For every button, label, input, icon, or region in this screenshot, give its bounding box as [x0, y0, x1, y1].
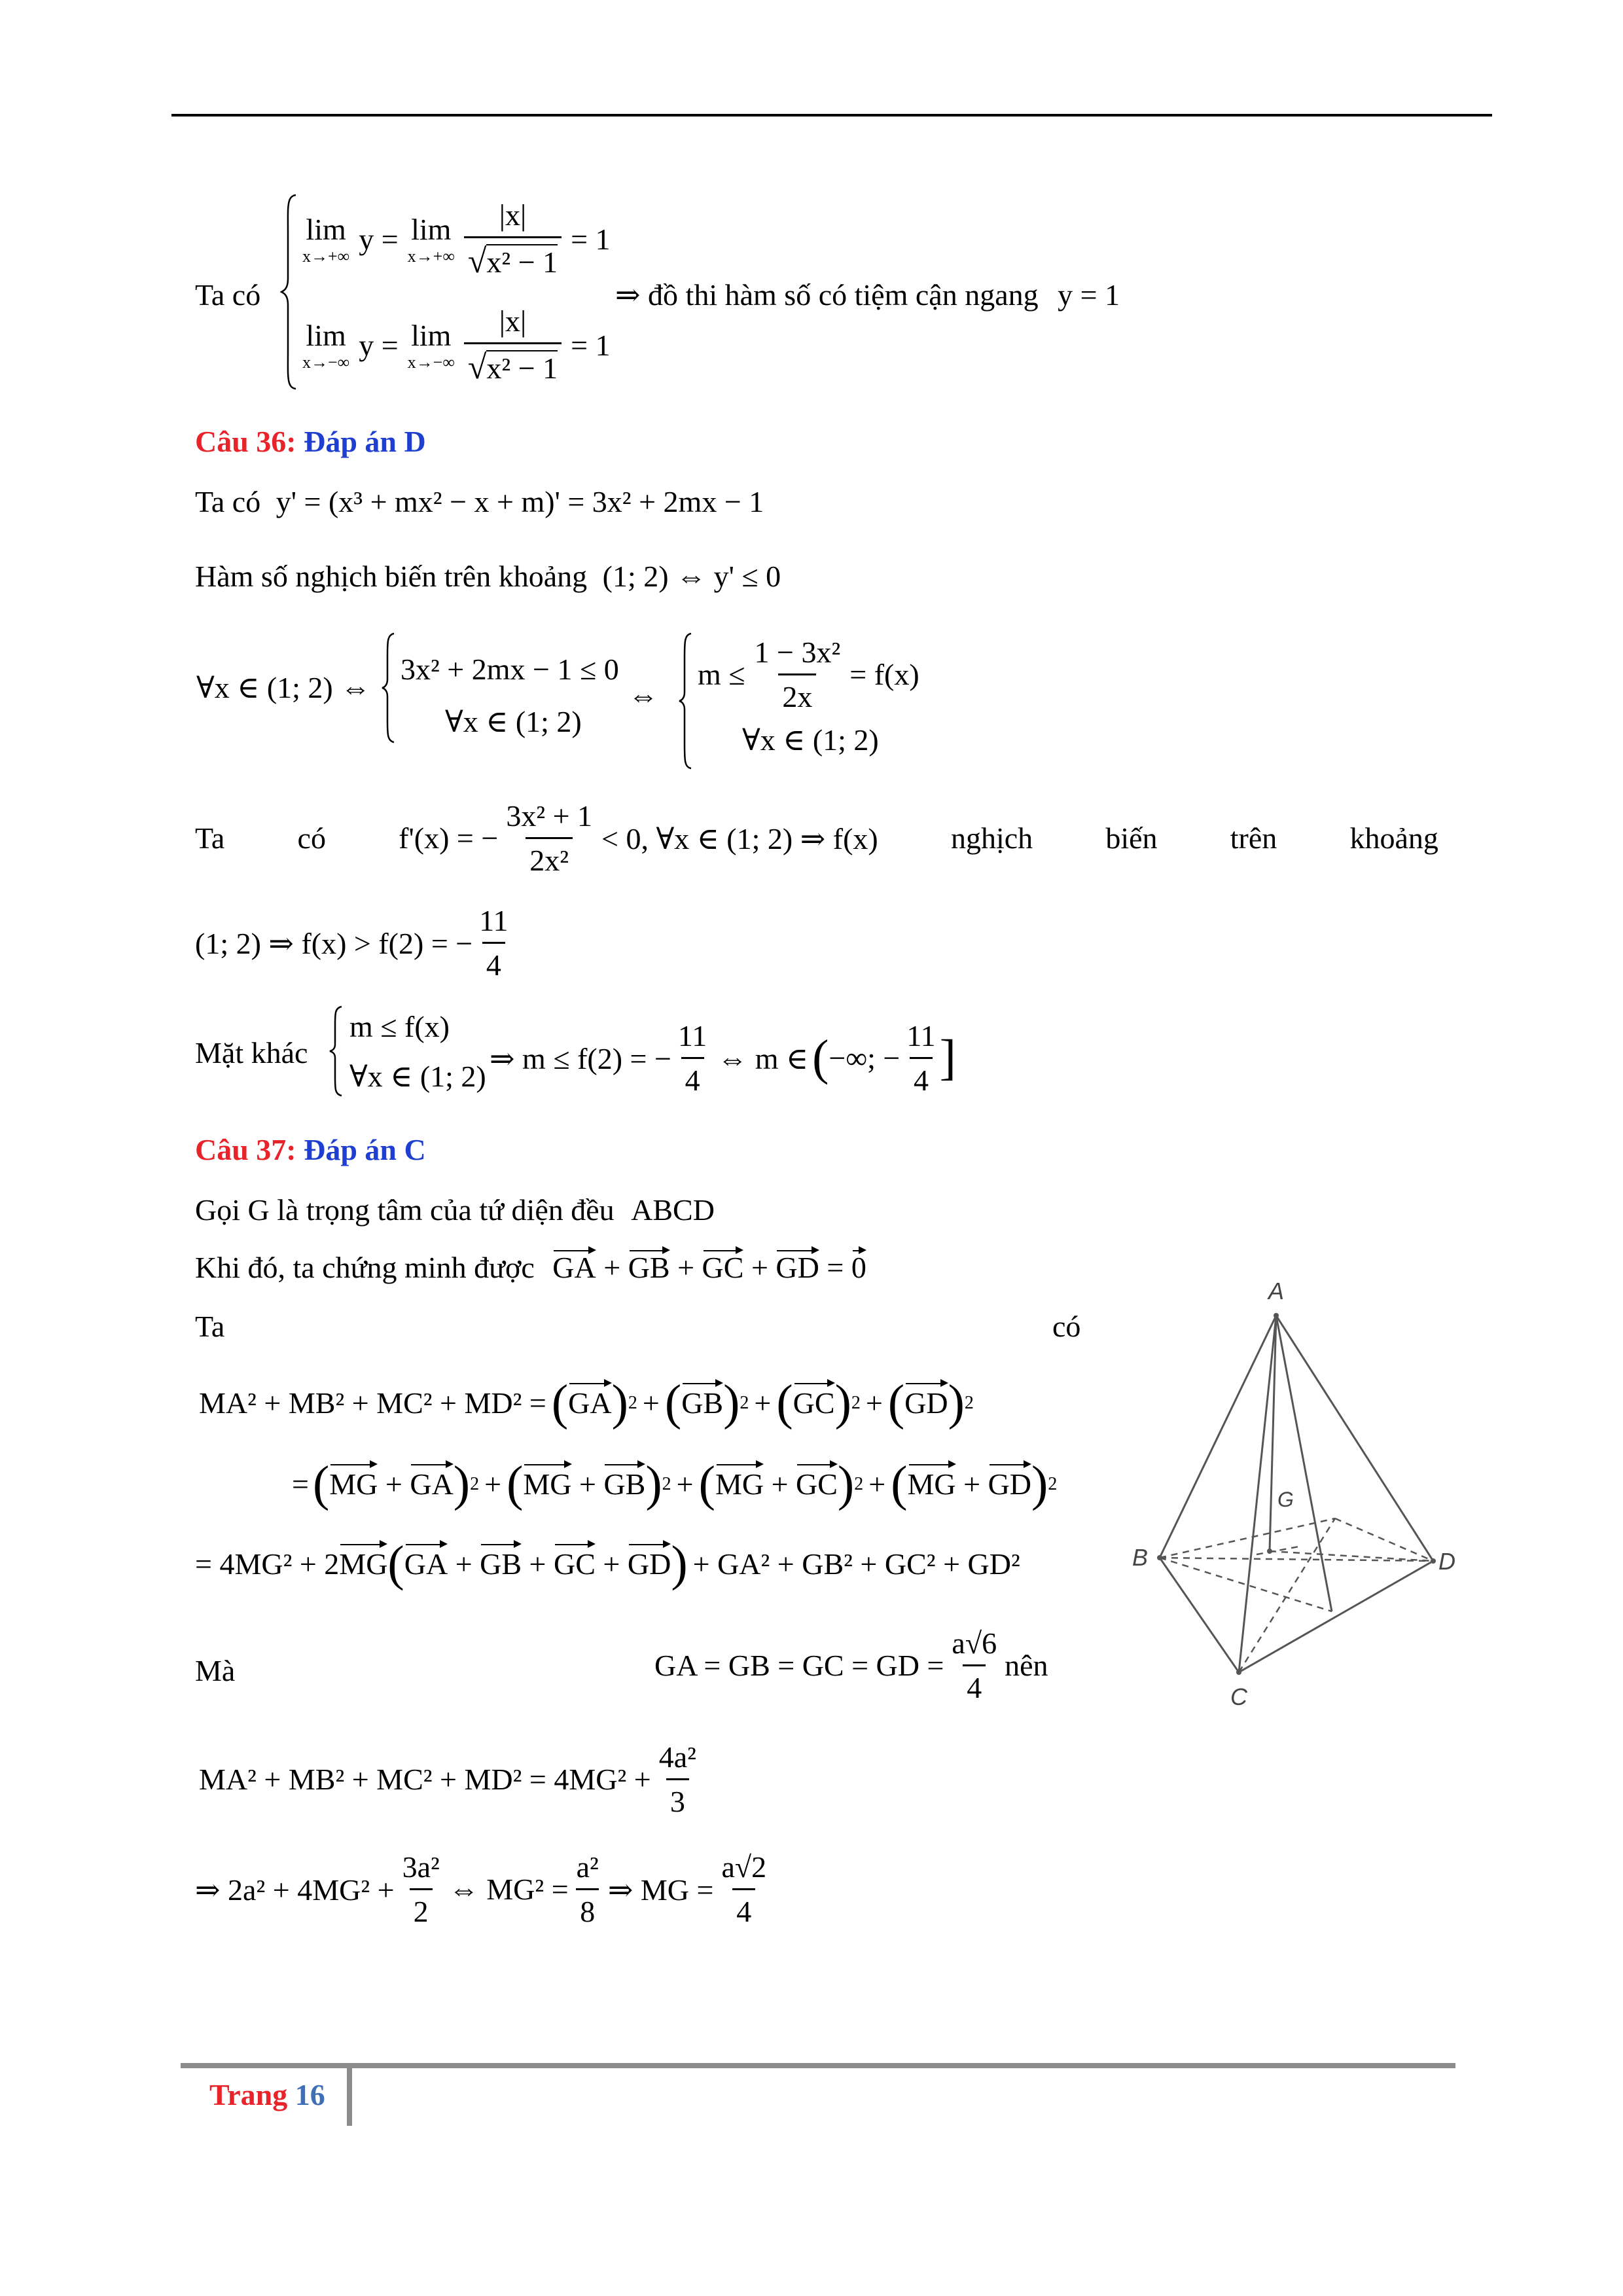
q37-equation-4: MA² + MB² + MC² + MD² = 4MG² + $\frac{\text{4a²}}{3}$ [199, 1740, 696, 1818]
q36-system1-brace [381, 632, 395, 747]
q37-vector-sum-line: Khi đó, ta chứng minh được GA + GB + GC + GD = 0 [195, 1251, 866, 1284]
fraction-denominator: √x² − 1 [464, 236, 562, 281]
y-equals: y = [359, 328, 399, 362]
limit-row-pos [302, 196, 611, 281]
vertex-c-label: C [1230, 1683, 1247, 1710]
q36-system2-brace [678, 632, 692, 773]
lim-text-2: lim [411, 318, 452, 352]
page-number: Trang 16 [209, 2078, 325, 2111]
q37-equation-3: = 4MG² + 2 MG ( GA + GB + GC + GD ) + GA² + GB² + GC² + GD² [195, 1536, 1020, 1591]
q37-equation-2: = ( MG + GA ) 2 + ( MG + GB ) 2 + ( MG + GC ) 2 + ( MG + GD ) 2 [292, 1456, 1058, 1511]
footer-rule [181, 2063, 1455, 2068]
q36-other-row2: ∀x ∈ (1; 2) [349, 1060, 486, 1093]
vertex-b-label: B [1132, 1544, 1149, 1571]
q37-equation-1: MA² + MB² + MC² + MD² = ( GA ) 2 + ( GB ) 2 + ( GC ) 2 + ( GD ) 2 [199, 1375, 974, 1430]
equals-one: = 1 [571, 328, 611, 362]
tetrahedron-svg [1126, 1263, 1466, 1721]
q37-heading: Câu 37: Đáp án C [195, 1133, 426, 1166]
header-rule [171, 114, 1492, 117]
y-equals: y = [359, 222, 399, 256]
q36-system2-row1: m ≤ $\frac{\text{1 − 3x²}}{2x}$ = f(x) [698, 636, 919, 713]
q37-ma-label: Mà [195, 1654, 236, 1687]
lim-subscript: x→−∞ [302, 352, 350, 372]
q36-system1-row1: 3x² + 2mx − 1 ≤ 0 [401, 653, 619, 686]
lim-subscript-2: x→−∞ [407, 352, 455, 372]
fraction-denominator: √x² − 1 [464, 342, 562, 387]
q36-system2-row2: ∀x ∈ (1; 2) [742, 723, 879, 757]
ta-co-label: Ta có [195, 278, 261, 312]
lim-text: lim [306, 318, 346, 352]
q36-other-row1: m ≤ f(x) [349, 1010, 450, 1043]
q37-co: có [1052, 1310, 1081, 1343]
q36-system-lead: ∀x ∈ (1; 2) ⇔ [196, 671, 371, 704]
lim-text-2: lim [411, 212, 452, 246]
q37-ma-math: GA = GB = GC = GD = $\frac{a√6}{4}$ nên [654, 1626, 1048, 1704]
q36-other-brace [329, 1005, 343, 1100]
system-brace [280, 194, 297, 390]
q36-decreasing-line: Hàm số nghịch biến trên khoảng (1; 2) ⇔ y' ≤ 0 [195, 560, 781, 593]
asymptote-conclusion: ⇒ đồ thi hàm số có tiệm cận ngang y = 1 [615, 278, 1120, 312]
q36-other-result: ⇒ m ≤ f(2) = − $\frac{11}{4}$ ⇔ m ∈ ( −∞; − $\frac{11}{4}$ ] [490, 1019, 956, 1097]
tetrahedron-figure [1126, 1263, 1466, 1721]
q37-equation-5: ⇒ 2a² + 4MG² + $\frac{\text{3a²}}{2}$ ⇔ MG² = $\frac{\text{a²}}{8}$ ⇒ MG = $\frac{a√2}{4}$ [195, 1850, 767, 1928]
lim-subscript: x→+∞ [302, 246, 350, 266]
footer-divider [347, 2068, 352, 2126]
lim-subscript-2: x→+∞ [407, 246, 455, 266]
lim-text: lim [306, 212, 346, 246]
q36-other-label: Mặt khác [195, 1036, 308, 1069]
fraction-numerator: |x| [499, 304, 527, 338]
vertex-a-label: A [1268, 1278, 1285, 1304]
q36-derivative-line: Ta có y' = (x³ + mx² − x + m)' = 3x² + 2mx − 1 [195, 485, 764, 518]
q36-continuation: (1; 2) ⇒ f(x) > f(2) = − $\frac{11}{4}$ [195, 904, 508, 982]
q36-fprime-line: Ta có f'(x) = − $\frac{\text{3x² + 1}}{\text{2x²}}$ < 0, ∀x ∈ (1; 2) ⇒ f(x) nghịch biến trên khoảng [195, 799, 1438, 877]
vertex-d-label: D [1438, 1548, 1455, 1575]
q36-system-mid: ⇔ [628, 679, 658, 712]
q37-centroid-line: Gọi G là trọng tâm của tứ diện đều ABCD [195, 1193, 715, 1227]
equals-one: = 1 [571, 222, 611, 256]
fraction-numerator: |x| [499, 198, 527, 232]
q37-ta: Ta [195, 1310, 225, 1343]
q36-system1-row2: ∀x ∈ (1; 2) [445, 705, 582, 738]
centroid-g-label: G [1277, 1488, 1294, 1511]
q36-heading: Câu 36: Đáp án D [195, 425, 426, 458]
limit-row-neg [302, 302, 611, 387]
